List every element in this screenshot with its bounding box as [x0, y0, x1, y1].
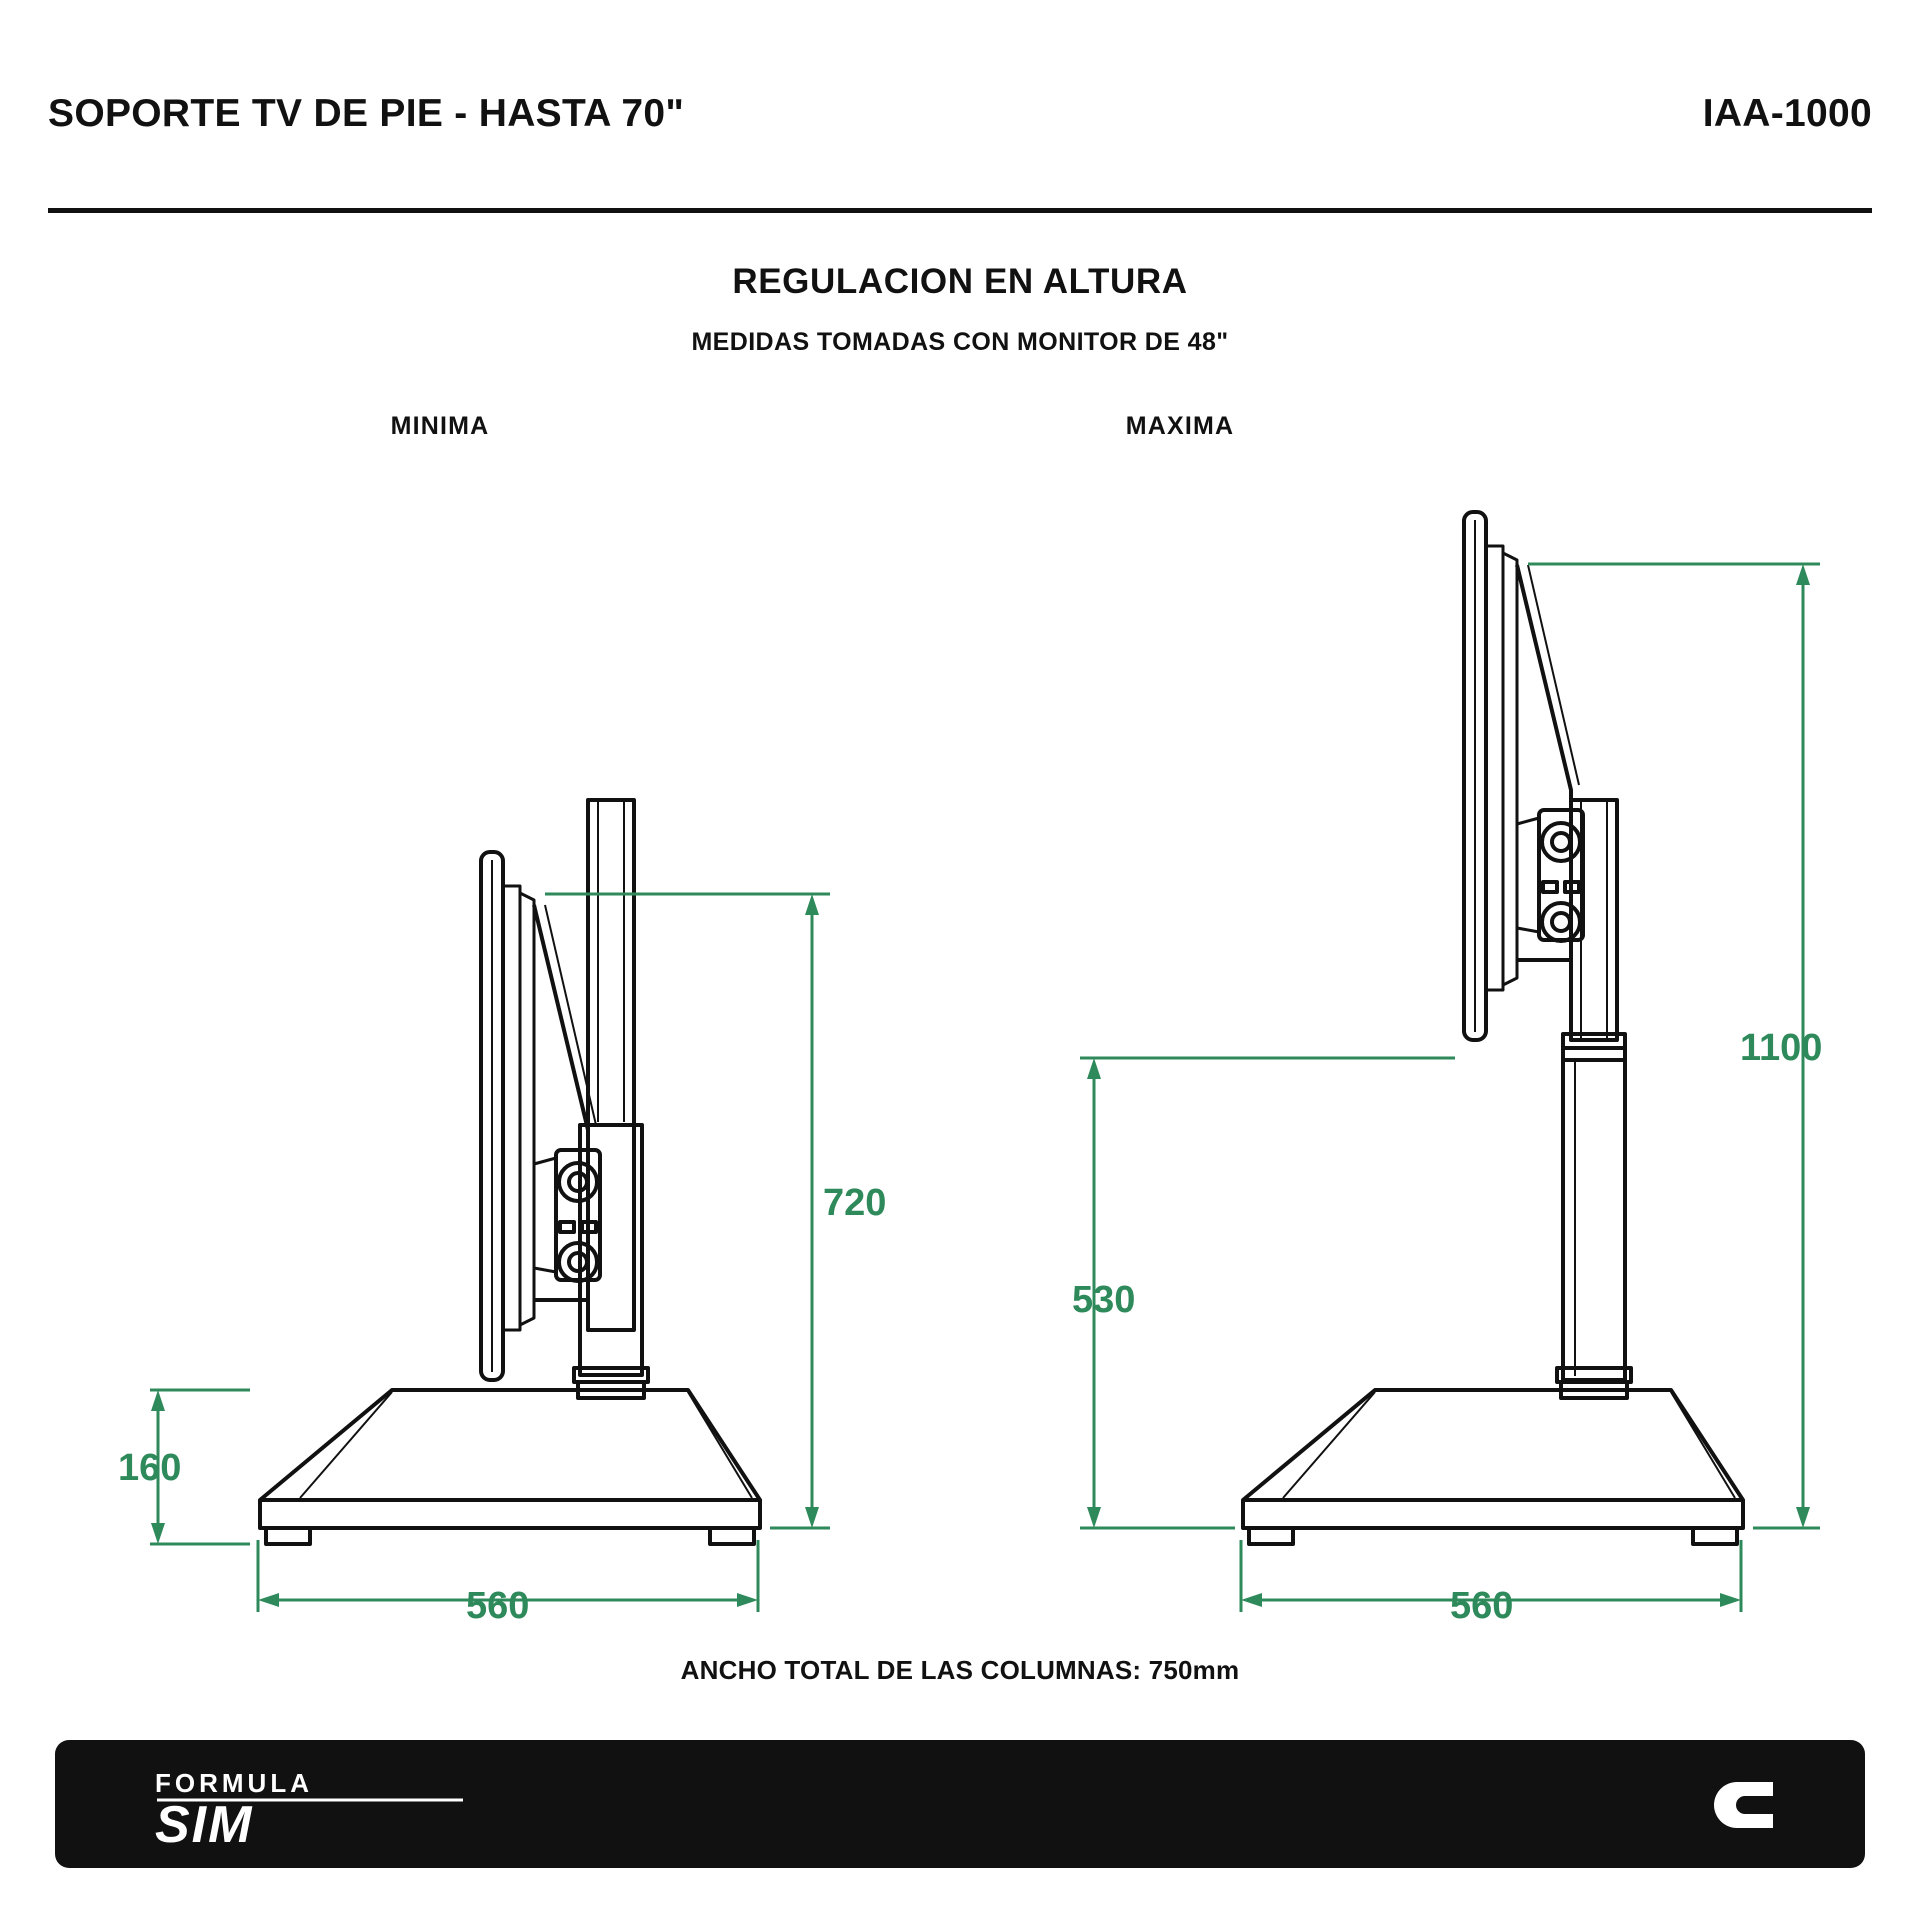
dim-label-160: 160: [118, 1447, 182, 1489]
label-minima: MINIMA: [390, 412, 490, 440]
section-title: REGULACION EN ALTURA: [732, 262, 1188, 301]
assembly-maxima: [1243, 512, 1743, 1544]
dim-label-1100: 1100: [1740, 1027, 1823, 1069]
product-code: IAA-1000: [1702, 92, 1872, 135]
brand-name-bottom: SIM: [155, 1796, 254, 1850]
column-lower-maxima: [1563, 1060, 1625, 1380]
page-title: SOPORTE TV DE PIE - HASTA 70": [48, 92, 685, 135]
c-mark-icon: [1711, 1768, 1785, 1842]
dim-label-560-right: 560: [1450, 1585, 1514, 1627]
dim-label-560-left: 560: [466, 1585, 530, 1627]
brand-bar: [55, 1740, 1865, 1868]
formula-sim-logo: [145, 1760, 475, 1850]
dimensions-minima: [150, 894, 830, 1612]
dim-label-720: 720: [823, 1182, 887, 1224]
assembly-minima: [260, 800, 760, 1544]
section-subtitle: MEDIDAS TOMADAS CON MONITOR DE 48": [691, 328, 1229, 356]
dim-label-530: 530: [1072, 1279, 1136, 1321]
base-maxima: [1243, 1390, 1743, 1500]
base-minima: [260, 1390, 760, 1500]
brand-name-top: FORMULA: [155, 1768, 313, 1798]
label-maxima: MAXIMA: [1125, 412, 1235, 440]
footer-note: ANCHO TOTAL DE LAS COLUMNAS: 750mm: [680, 1655, 1240, 1685]
